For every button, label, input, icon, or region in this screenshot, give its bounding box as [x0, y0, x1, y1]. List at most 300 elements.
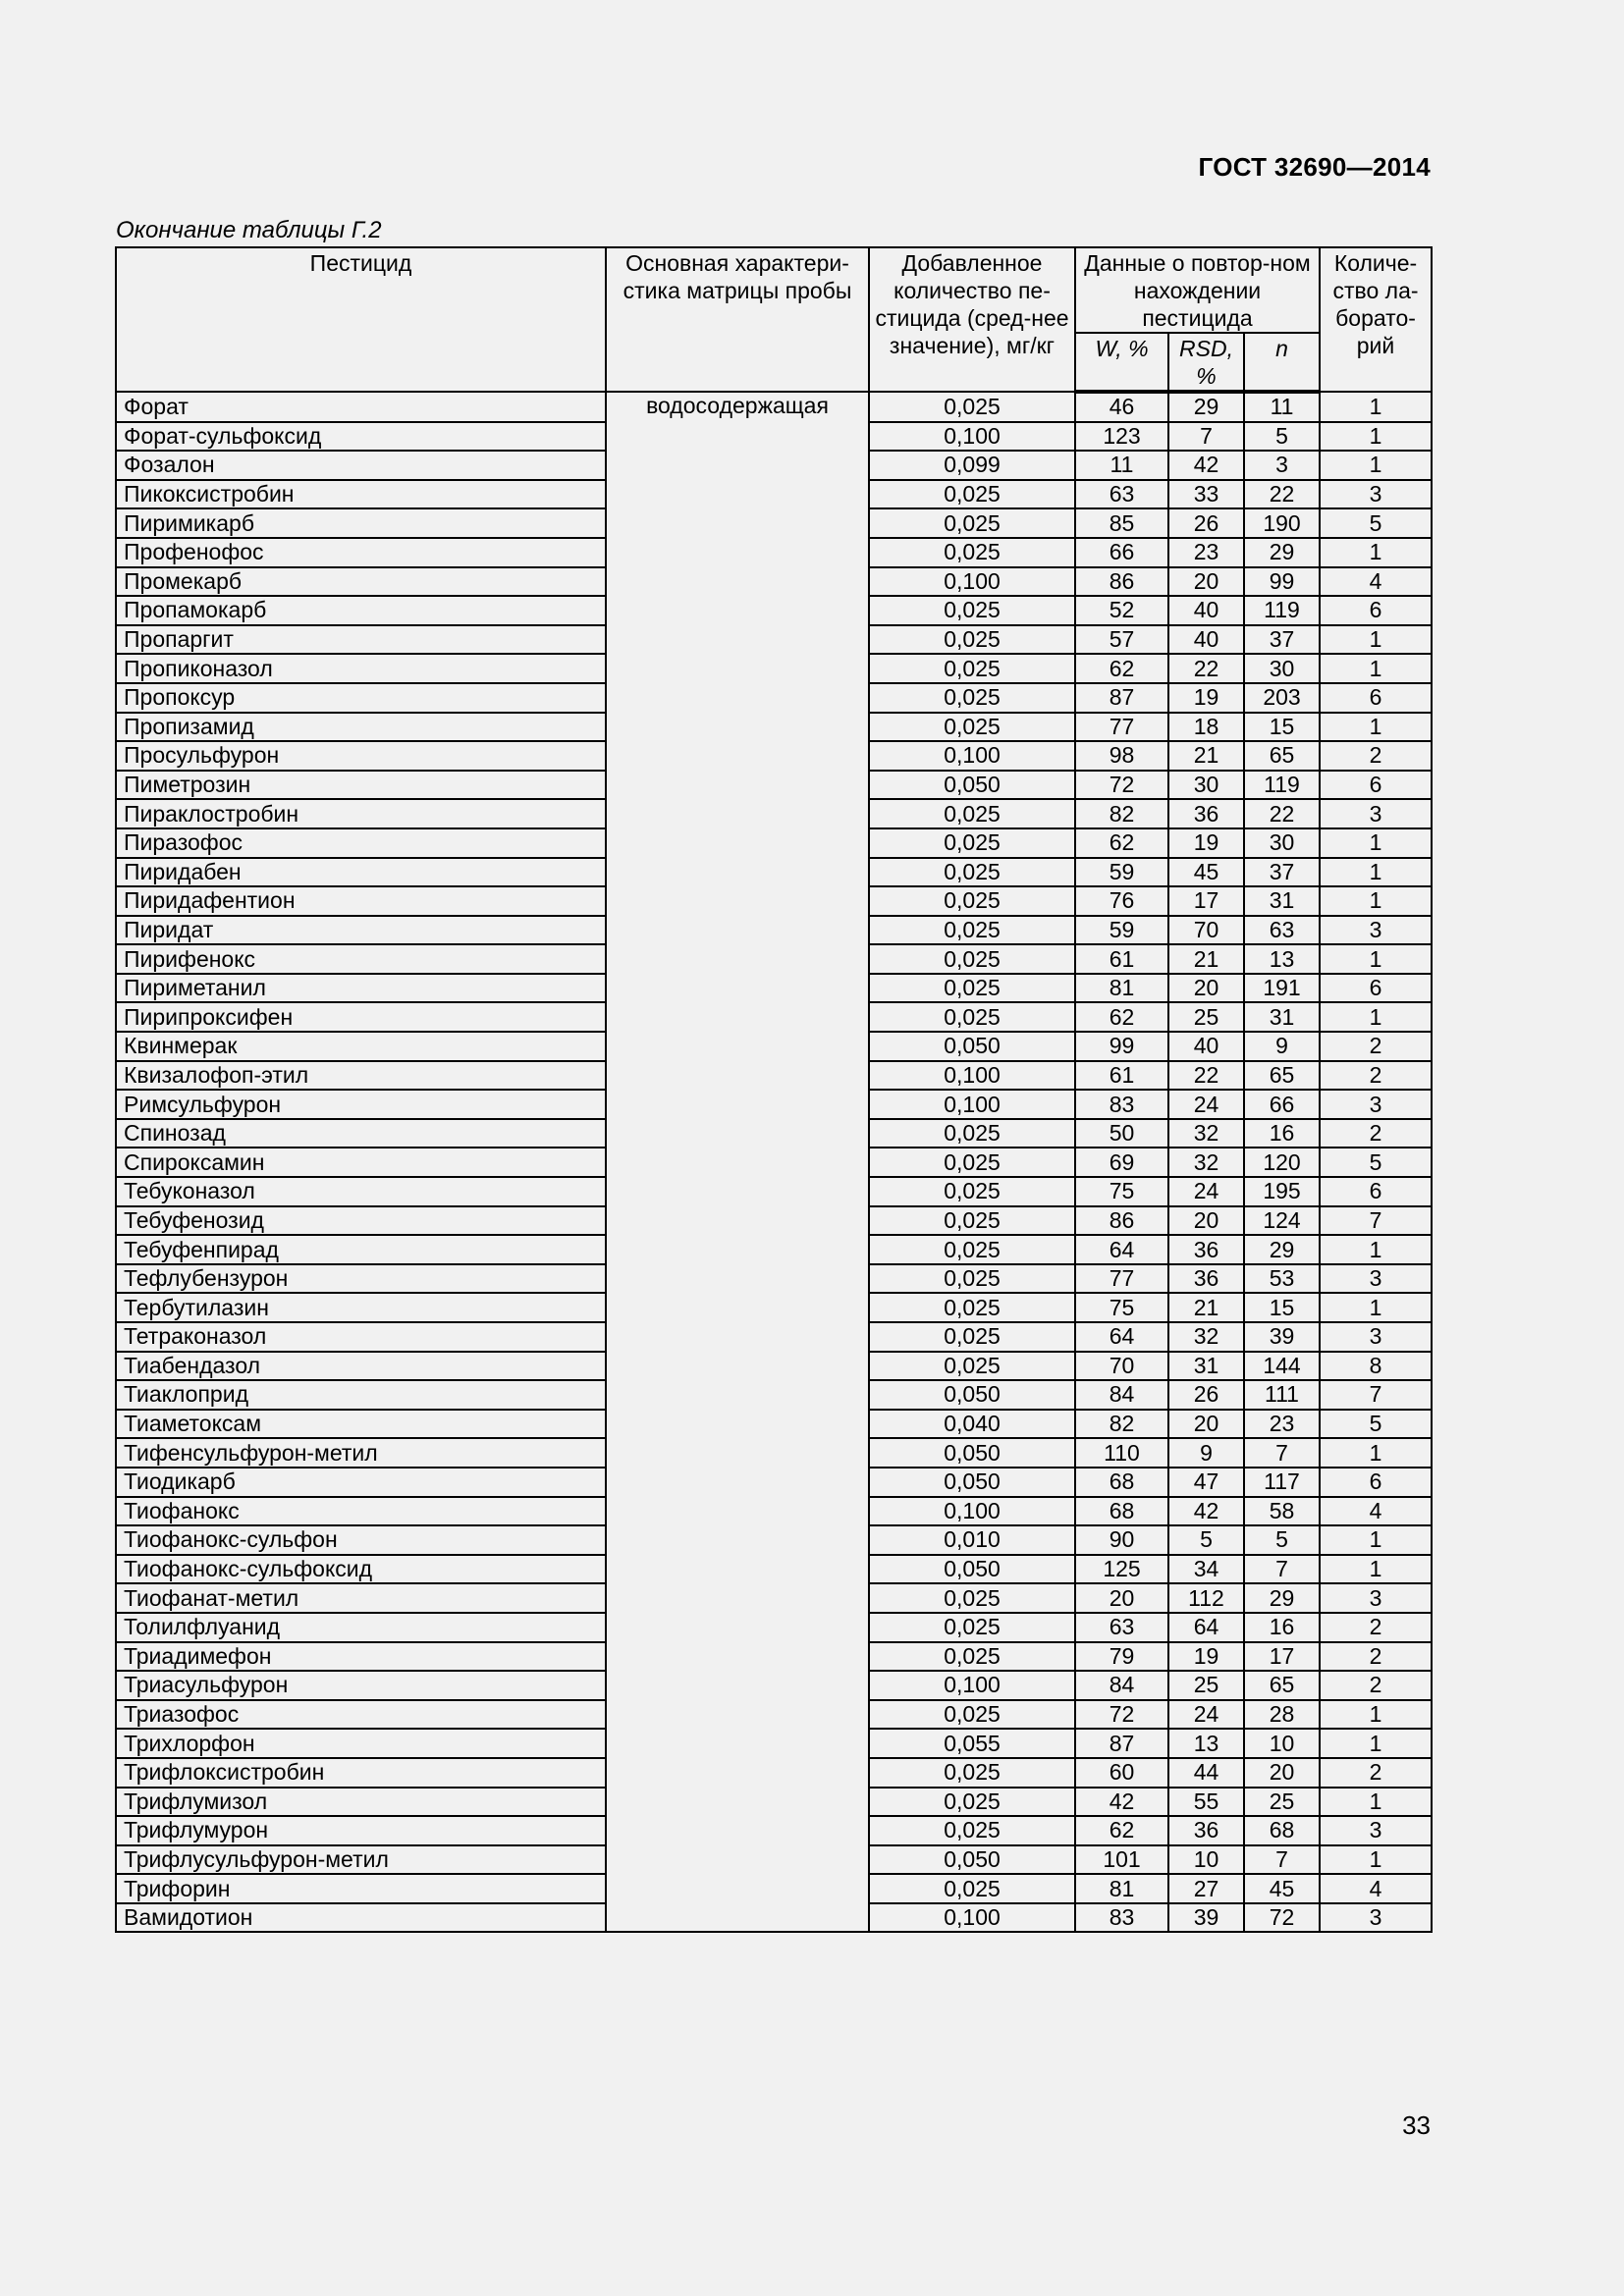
pesticide-name-cell: Трифлумурон — [116, 1816, 606, 1845]
pesticide-name-cell: Трихлорфон — [116, 1729, 606, 1758]
n-cell: 119 — [1244, 596, 1320, 625]
labs-cell: 1 — [1320, 1002, 1432, 1032]
added-amount-cell: 0,025 — [869, 1352, 1075, 1381]
n-cell: 15 — [1244, 713, 1320, 742]
added-amount-cell: 0,025 — [869, 916, 1075, 945]
added-amount-cell: 0,050 — [869, 1032, 1075, 1061]
labs-cell: 5 — [1320, 1148, 1432, 1177]
added-amount-cell: 0,050 — [869, 1468, 1075, 1497]
pesticide-name-cell: Тифенсульфурон-метил — [116, 1438, 606, 1468]
pesticide-name-cell: Промекарб — [116, 567, 606, 597]
table-row — [116, 392, 1432, 422]
w-cell: 81 — [1075, 974, 1168, 1003]
labs-cell: 6 — [1320, 1177, 1432, 1206]
labs-cell: 1 — [1320, 858, 1432, 887]
pesticide-name-cell: Пиридабен — [116, 858, 606, 887]
pesticide-name-cell: Пропаргит — [116, 625, 606, 655]
pesticide-name-cell: Пропоксур — [116, 683, 606, 713]
pesticide-name-cell: Триадимефон — [116, 1642, 606, 1672]
rsd-cell: 36 — [1168, 1264, 1244, 1294]
labs-cell: 3 — [1320, 1264, 1432, 1294]
w-cell: 101 — [1075, 1845, 1168, 1875]
labs-cell: 4 — [1320, 1497, 1432, 1526]
w-cell: 59 — [1075, 858, 1168, 887]
w-cell: 86 — [1075, 1206, 1168, 1236]
pesticide-name-cell: Тербутилазин — [116, 1293, 606, 1322]
w-cell: 64 — [1075, 1322, 1168, 1352]
labs-cell: 2 — [1320, 1613, 1432, 1642]
rsd-cell: 64 — [1168, 1613, 1244, 1642]
labs-cell: 7 — [1320, 1206, 1432, 1236]
w-cell: 20 — [1075, 1583, 1168, 1613]
rsd-cell: 55 — [1168, 1788, 1244, 1817]
added-amount-cell: 0,025 — [869, 1642, 1075, 1672]
rsd-cell: 36 — [1168, 799, 1244, 828]
w-cell: 60 — [1075, 1758, 1168, 1788]
header-pesticide: Пестицид — [116, 247, 606, 392]
pesticide-name-cell: Тиаклоприд — [116, 1380, 606, 1410]
labs-cell: 3 — [1320, 1903, 1432, 1933]
w-cell: 87 — [1075, 683, 1168, 713]
labs-cell: 8 — [1320, 1352, 1432, 1381]
n-cell: 22 — [1244, 480, 1320, 509]
w-cell: 59 — [1075, 916, 1168, 945]
pesticide-name-cell: Пиридафентион — [116, 886, 606, 916]
w-cell: 75 — [1075, 1177, 1168, 1206]
rsd-cell: 9 — [1168, 1438, 1244, 1468]
added-amount-cell: 0,025 — [869, 508, 1075, 538]
w-cell: 11 — [1075, 451, 1168, 480]
added-amount-cell: 0,010 — [869, 1525, 1075, 1555]
n-cell: 16 — [1244, 1119, 1320, 1148]
rsd-cell: 20 — [1168, 974, 1244, 1003]
rsd-cell: 19 — [1168, 828, 1244, 858]
pesticide-name-cell: Пиразофос — [116, 828, 606, 858]
labs-cell: 2 — [1320, 1032, 1432, 1061]
n-cell: 15 — [1244, 1293, 1320, 1322]
added-amount-cell: 0,025 — [869, 1148, 1075, 1177]
labs-cell: 1 — [1320, 1788, 1432, 1817]
n-cell: 144 — [1244, 1352, 1320, 1381]
added-amount-cell: 0,025 — [869, 1788, 1075, 1817]
rsd-cell: 42 — [1168, 451, 1244, 480]
rsd-cell: 23 — [1168, 538, 1244, 567]
labs-cell: 3 — [1320, 799, 1432, 828]
n-cell: 7 — [1244, 1555, 1320, 1584]
pesticide-name-cell: Пираклостробин — [116, 799, 606, 828]
w-cell: 64 — [1075, 1235, 1168, 1264]
added-amount-cell: 0,025 — [869, 944, 1075, 974]
n-cell: 30 — [1244, 828, 1320, 858]
w-cell: 125 — [1075, 1555, 1168, 1584]
added-amount-cell: 0,025 — [869, 538, 1075, 567]
n-cell: 68 — [1244, 1816, 1320, 1845]
n-cell: 16 — [1244, 1613, 1320, 1642]
pesticide-name-cell: Пропамокарб — [116, 596, 606, 625]
pesticide-name-cell: Спироксамин — [116, 1148, 606, 1177]
rsd-cell: 42 — [1168, 1497, 1244, 1526]
w-cell: 63 — [1075, 480, 1168, 509]
n-cell: 23 — [1244, 1410, 1320, 1439]
labs-cell: 3 — [1320, 1583, 1432, 1613]
pesticide-name-cell: Тебуконазол — [116, 1177, 606, 1206]
w-cell: 76 — [1075, 886, 1168, 916]
n-cell: 63 — [1244, 916, 1320, 945]
w-cell: 63 — [1075, 1613, 1168, 1642]
labs-cell: 3 — [1320, 916, 1432, 945]
n-cell: 72 — [1244, 1903, 1320, 1933]
rsd-cell: 45 — [1168, 858, 1244, 887]
n-cell: 191 — [1244, 974, 1320, 1003]
w-cell: 81 — [1075, 1874, 1168, 1903]
rsd-cell: 19 — [1168, 1642, 1244, 1672]
pesticide-name-cell: Тебуфенозид — [116, 1206, 606, 1236]
rsd-cell: 24 — [1168, 1700, 1244, 1730]
pesticide-name-cell: Квизалофоп-этил — [116, 1061, 606, 1091]
labs-cell: 6 — [1320, 1468, 1432, 1497]
rsd-cell: 24 — [1168, 1177, 1244, 1206]
labs-cell: 1 — [1320, 1555, 1432, 1584]
n-cell: 17 — [1244, 1642, 1320, 1672]
labs-cell: 1 — [1320, 654, 1432, 683]
w-cell: 61 — [1075, 944, 1168, 974]
labs-cell: 2 — [1320, 1671, 1432, 1700]
rsd-cell: 21 — [1168, 944, 1244, 974]
added-amount-cell: 0,050 — [869, 1555, 1075, 1584]
rsd-cell: 21 — [1168, 1293, 1244, 1322]
pesticide-name-cell: Трифлоксистробин — [116, 1758, 606, 1788]
added-amount-cell: 0,025 — [869, 1235, 1075, 1264]
rsd-cell: 25 — [1168, 1671, 1244, 1700]
labs-cell: 1 — [1320, 1525, 1432, 1555]
labs-cell: 2 — [1320, 741, 1432, 771]
pesticide-name-cell: Пиридат — [116, 916, 606, 945]
pesticide-name-cell: Триазофос — [116, 1700, 606, 1730]
w-cell: 69 — [1075, 1148, 1168, 1177]
labs-cell: 1 — [1320, 625, 1432, 655]
pesticide-name-cell: Тиаметоксам — [116, 1410, 606, 1439]
pesticide-name-cell: Пиримикарб — [116, 508, 606, 538]
rsd-cell: 5 — [1168, 1525, 1244, 1555]
w-cell: 42 — [1075, 1788, 1168, 1817]
rsd-cell: 112 — [1168, 1583, 1244, 1613]
added-amount-cell: 0,025 — [869, 654, 1075, 683]
labs-cell: 5 — [1320, 1410, 1432, 1439]
added-amount-cell: 0,025 — [869, 1002, 1075, 1032]
rsd-cell: 21 — [1168, 741, 1244, 771]
w-cell: 62 — [1075, 1816, 1168, 1845]
labs-cell: 5 — [1320, 508, 1432, 538]
rsd-cell: 32 — [1168, 1322, 1244, 1352]
rsd-cell: 27 — [1168, 1874, 1244, 1903]
w-cell: 85 — [1075, 508, 1168, 538]
w-cell: 75 — [1075, 1293, 1168, 1322]
n-cell: 22 — [1244, 799, 1320, 828]
n-cell: 120 — [1244, 1148, 1320, 1177]
pesticide-name-cell: Трифлусульфурон-метил — [116, 1845, 606, 1875]
pesticide-name-cell: Тебуфенпирад — [116, 1235, 606, 1264]
n-cell: 37 — [1244, 625, 1320, 655]
rsd-cell: 24 — [1168, 1090, 1244, 1119]
pesticide-name-cell: Форат-сульфоксид — [116, 422, 606, 452]
n-cell: 203 — [1244, 683, 1320, 713]
pesticide-table — [115, 246, 1433, 1933]
pesticide-name-cell: Тефлубензурон — [116, 1264, 606, 1294]
n-cell: 190 — [1244, 508, 1320, 538]
w-cell: 62 — [1075, 828, 1168, 858]
pesticide-name-cell: Пириметанил — [116, 974, 606, 1003]
added-amount-cell: 0,100 — [869, 567, 1075, 597]
rsd-cell: 40 — [1168, 625, 1244, 655]
labs-cell: 7 — [1320, 1380, 1432, 1410]
labs-cell: 1 — [1320, 392, 1432, 422]
rsd-cell: 33 — [1168, 480, 1244, 509]
added-amount-cell: 0,100 — [869, 422, 1075, 452]
labs-cell: 1 — [1320, 1700, 1432, 1730]
w-cell: 77 — [1075, 713, 1168, 742]
pesticide-name-cell: Пропиконазол — [116, 654, 606, 683]
w-cell: 46 — [1075, 392, 1168, 422]
n-cell: 124 — [1244, 1206, 1320, 1236]
labs-cell: 2 — [1320, 1119, 1432, 1148]
rsd-cell: 17 — [1168, 886, 1244, 916]
added-amount-cell: 0,100 — [869, 1061, 1075, 1091]
labs-cell: 1 — [1320, 451, 1432, 480]
pesticide-name-cell: Пиметрозин — [116, 771, 606, 800]
pesticide-name-cell: Тиабендазол — [116, 1352, 606, 1381]
added-amount-cell: 0,025 — [869, 1700, 1075, 1730]
header-added-amount: Добавленное количество пе-стицида (сред-нее значение), мг/кг — [869, 247, 1075, 392]
added-amount-cell: 0,099 — [869, 451, 1075, 480]
rsd-cell: 7 — [1168, 422, 1244, 452]
table-caption: Окончание таблицы Г.2 — [116, 217, 382, 243]
rsd-cell: 10 — [1168, 1845, 1244, 1875]
labs-cell: 2 — [1320, 1758, 1432, 1788]
added-amount-cell: 0,025 — [869, 1583, 1075, 1613]
added-amount-cell: 0,050 — [869, 1845, 1075, 1875]
added-amount-cell: 0,025 — [869, 1874, 1075, 1903]
pesticide-name-cell: Форат — [116, 392, 606, 422]
labs-cell: 1 — [1320, 1729, 1432, 1758]
rsd-cell: 25 — [1168, 1002, 1244, 1032]
added-amount-cell: 0,025 — [869, 1119, 1075, 1148]
n-cell: 119 — [1244, 771, 1320, 800]
added-amount-cell: 0,025 — [869, 799, 1075, 828]
w-cell: 52 — [1075, 596, 1168, 625]
rsd-cell: 32 — [1168, 1119, 1244, 1148]
added-amount-cell: 0,025 — [869, 1206, 1075, 1236]
added-amount-cell: 0,025 — [869, 1293, 1075, 1322]
added-amount-cell: 0,025 — [869, 886, 1075, 916]
pesticide-name-cell: Спинозад — [116, 1119, 606, 1148]
added-amount-cell: 0,025 — [869, 392, 1075, 422]
pesticide-name-cell: Тетраконазол — [116, 1322, 606, 1352]
w-cell: 84 — [1075, 1671, 1168, 1700]
rsd-cell: 20 — [1168, 567, 1244, 597]
rsd-cell: 40 — [1168, 1032, 1244, 1061]
n-cell: 25 — [1244, 1788, 1320, 1817]
w-cell: 68 — [1075, 1468, 1168, 1497]
added-amount-cell: 0,025 — [869, 1177, 1075, 1206]
n-cell: 65 — [1244, 1061, 1320, 1091]
added-amount-cell: 0,040 — [869, 1410, 1075, 1439]
added-amount-cell: 0,025 — [869, 858, 1075, 887]
header-recovery-group: Данные о повтор-ном нахождении пестицида — [1075, 247, 1320, 333]
rsd-cell: 47 — [1168, 1468, 1244, 1497]
pesticide-name-cell: Пикоксистробин — [116, 480, 606, 509]
labs-cell: 6 — [1320, 683, 1432, 713]
rsd-cell: 44 — [1168, 1758, 1244, 1788]
added-amount-cell: 0,025 — [869, 1264, 1075, 1294]
added-amount-cell: 0,025 — [869, 974, 1075, 1003]
w-cell: 50 — [1075, 1119, 1168, 1148]
n-cell: 5 — [1244, 422, 1320, 452]
rsd-cell: 36 — [1168, 1235, 1244, 1264]
labs-cell: 3 — [1320, 480, 1432, 509]
w-cell: 70 — [1075, 1352, 1168, 1381]
matrix-cell: водосодержащая — [606, 392, 869, 1932]
added-amount-cell: 0,025 — [869, 1816, 1075, 1845]
n-cell: 3 — [1244, 451, 1320, 480]
labs-cell: 4 — [1320, 567, 1432, 597]
labs-cell: 1 — [1320, 944, 1432, 974]
w-cell: 61 — [1075, 1061, 1168, 1091]
added-amount-cell: 0,025 — [869, 596, 1075, 625]
labs-cell: 4 — [1320, 1874, 1432, 1903]
w-cell: 86 — [1075, 567, 1168, 597]
rsd-cell: 36 — [1168, 1816, 1244, 1845]
added-amount-cell: 0,100 — [869, 1903, 1075, 1933]
n-cell: 7 — [1244, 1845, 1320, 1875]
labs-cell: 3 — [1320, 1816, 1432, 1845]
pesticide-name-cell: Пирифенокс — [116, 944, 606, 974]
labs-cell: 1 — [1320, 422, 1432, 452]
rsd-cell: 22 — [1168, 1061, 1244, 1091]
n-cell: 29 — [1244, 538, 1320, 567]
w-cell: 87 — [1075, 1729, 1168, 1758]
w-cell: 68 — [1075, 1497, 1168, 1526]
w-cell: 99 — [1075, 1032, 1168, 1061]
labs-cell: 1 — [1320, 1845, 1432, 1875]
w-cell: 90 — [1075, 1525, 1168, 1555]
n-cell: 9 — [1244, 1032, 1320, 1061]
w-cell: 82 — [1075, 799, 1168, 828]
pesticide-name-cell: Профенофос — [116, 538, 606, 567]
w-cell: 83 — [1075, 1903, 1168, 1933]
n-cell: 45 — [1244, 1874, 1320, 1903]
n-cell: 37 — [1244, 858, 1320, 887]
added-amount-cell: 0,025 — [869, 1322, 1075, 1352]
labs-cell: 6 — [1320, 771, 1432, 800]
w-cell: 62 — [1075, 1002, 1168, 1032]
n-cell: 28 — [1244, 1700, 1320, 1730]
n-cell: 39 — [1244, 1322, 1320, 1352]
labs-cell: 1 — [1320, 828, 1432, 858]
n-cell: 111 — [1244, 1380, 1320, 1410]
w-cell: 79 — [1075, 1642, 1168, 1672]
pesticide-name-cell: Просульфурон — [116, 741, 606, 771]
rsd-cell: 19 — [1168, 683, 1244, 713]
labs-cell: 6 — [1320, 596, 1432, 625]
pesticide-name-cell: Римсульфурон — [116, 1090, 606, 1119]
added-amount-cell: 0,025 — [869, 480, 1075, 509]
pesticide-name-cell: Пропизамид — [116, 713, 606, 742]
n-cell: 31 — [1244, 886, 1320, 916]
pesticide-name-cell: Фозалон — [116, 451, 606, 480]
n-cell: 58 — [1244, 1497, 1320, 1526]
w-cell: 72 — [1075, 771, 1168, 800]
n-cell: 195 — [1244, 1177, 1320, 1206]
w-cell: 123 — [1075, 422, 1168, 452]
w-cell: 57 — [1075, 625, 1168, 655]
rsd-cell: 32 — [1168, 1148, 1244, 1177]
w-cell: 77 — [1075, 1264, 1168, 1294]
rsd-cell: 18 — [1168, 713, 1244, 742]
n-cell: 20 — [1244, 1758, 1320, 1788]
rsd-cell: 34 — [1168, 1555, 1244, 1584]
added-amount-cell: 0,100 — [869, 1671, 1075, 1700]
pesticide-name-cell: Тиофанокс-сульфон — [116, 1525, 606, 1555]
pesticide-name-cell: Триасульфурон — [116, 1671, 606, 1700]
pesticide-name-cell: Тиодикарб — [116, 1468, 606, 1497]
document-title: ГОСТ 32690—2014 — [1198, 152, 1431, 182]
w-cell: 110 — [1075, 1438, 1168, 1468]
labs-cell: 1 — [1320, 886, 1432, 916]
added-amount-cell: 0,025 — [869, 1758, 1075, 1788]
added-amount-cell: 0,050 — [869, 1438, 1075, 1468]
header-rsd: RSD, % — [1168, 333, 1244, 392]
pesticide-name-cell: Тиофанат-метил — [116, 1583, 606, 1613]
rsd-cell: 29 — [1168, 392, 1244, 422]
page-number: 33 — [1402, 2110, 1431, 2140]
n-cell: 66 — [1244, 1090, 1320, 1119]
rsd-cell: 26 — [1168, 1380, 1244, 1410]
n-cell: 31 — [1244, 1002, 1320, 1032]
rsd-cell: 22 — [1168, 654, 1244, 683]
labs-cell: 2 — [1320, 1061, 1432, 1091]
pesticide-name-cell: Трифорин — [116, 1874, 606, 1903]
n-cell: 30 — [1244, 654, 1320, 683]
labs-cell: 3 — [1320, 1322, 1432, 1352]
table-body — [116, 392, 1432, 1932]
labs-cell: 2 — [1320, 1642, 1432, 1672]
rsd-cell: 13 — [1168, 1729, 1244, 1758]
rsd-cell: 26 — [1168, 508, 1244, 538]
pesticide-name-cell: Тиофанокс — [116, 1497, 606, 1526]
rsd-cell: 39 — [1168, 1903, 1244, 1933]
pesticide-name-cell: Трифлумизол — [116, 1788, 606, 1817]
w-cell: 72 — [1075, 1700, 1168, 1730]
pesticide-name-cell: Тиофанокс-сульфоксид — [116, 1555, 606, 1584]
added-amount-cell: 0,100 — [869, 1497, 1075, 1526]
w-cell: 82 — [1075, 1410, 1168, 1439]
added-amount-cell: 0,100 — [869, 1090, 1075, 1119]
pesticide-name-cell: Вамидотион — [116, 1903, 606, 1933]
n-cell: 99 — [1244, 567, 1320, 597]
rsd-cell: 70 — [1168, 916, 1244, 945]
added-amount-cell: 0,050 — [869, 771, 1075, 800]
rsd-cell: 30 — [1168, 771, 1244, 800]
n-cell: 29 — [1244, 1583, 1320, 1613]
pesticide-name-cell: Толилфлуанид — [116, 1613, 606, 1642]
w-cell: 66 — [1075, 538, 1168, 567]
n-cell: 11 — [1244, 392, 1320, 422]
header-w: W, % — [1075, 333, 1168, 392]
labs-cell: 1 — [1320, 538, 1432, 567]
labs-cell: 3 — [1320, 1090, 1432, 1119]
rsd-cell: 20 — [1168, 1410, 1244, 1439]
n-cell: 7 — [1244, 1438, 1320, 1468]
